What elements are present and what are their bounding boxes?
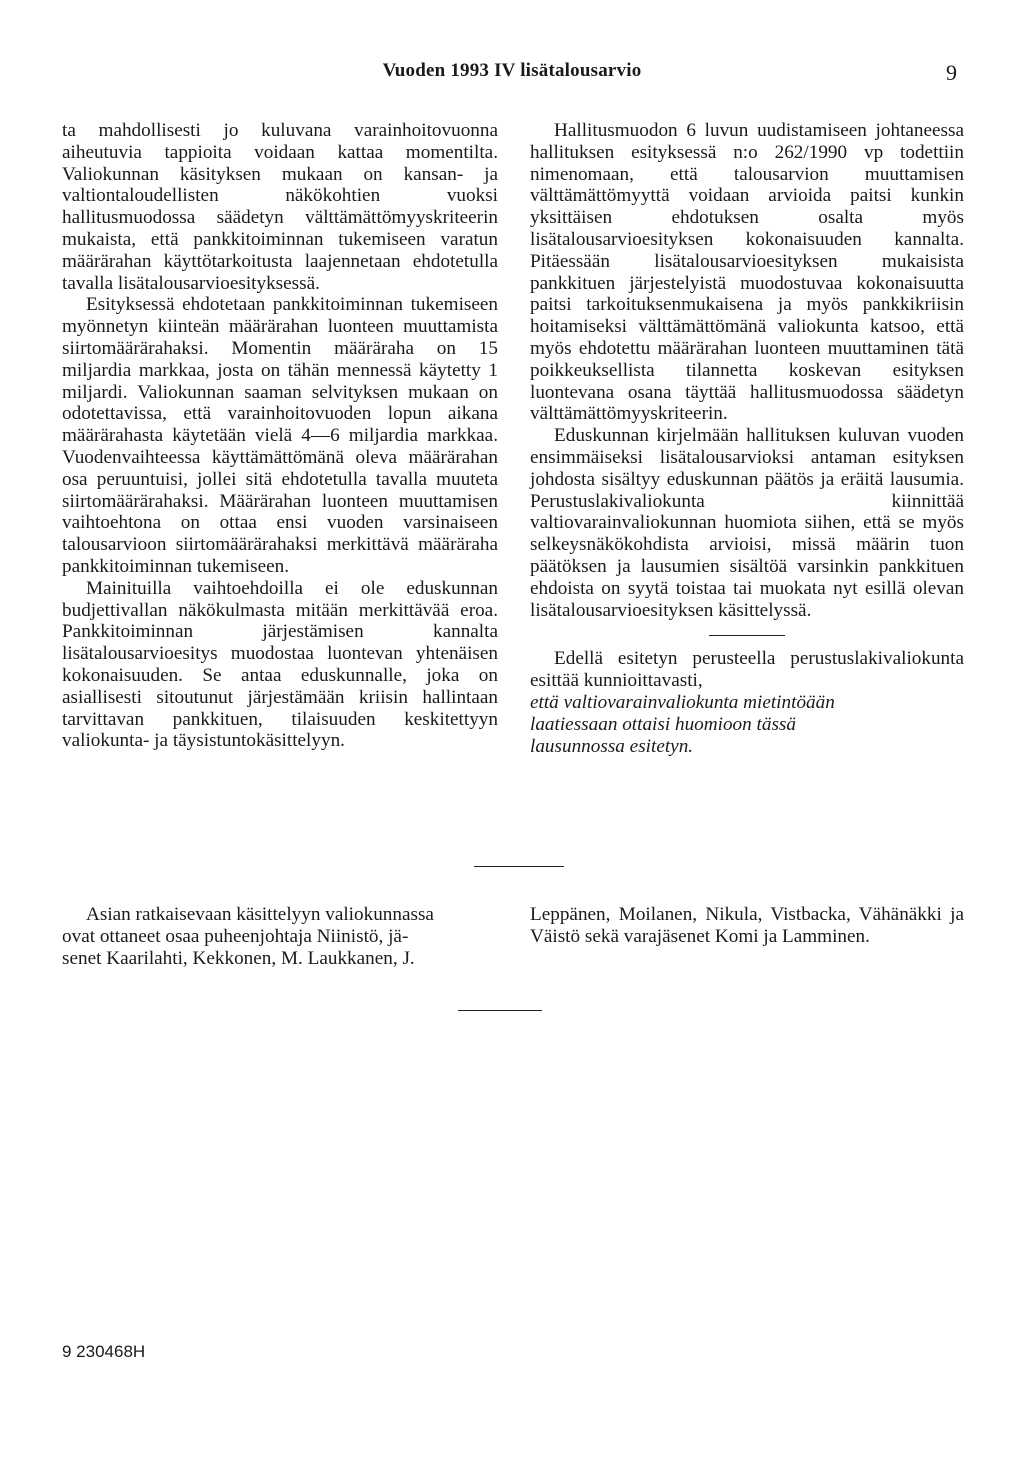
participants-line-2: ovat ottaneet osaa puheenjohtaja Niinistö, jä- xyxy=(62,925,409,947)
right-column xyxy=(530,120,964,757)
footer-print-code: 9 230468H xyxy=(62,1342,146,1361)
right-paragraph-2: Eduskunnan kirjelmään hallituksen kuluvan vuoden ensimmäiseksi lisätalousarvioksi antaman esityksen johdosta sisältyy eduskunnan päätös ja eräitä lausumia. Perustuslakivaliokunta kiinnittää valtiovarainvaliokunnan huomiota siihen, että se myös selkeysnäkökohdista arvioisi, missä määrin tuon päätöksen ja lausumien sisältöä varsinkin pankkituen ehdoista on syytä toistaa tai muokata nyt esillä olevan lisätalousarvioesityksen käsittelyssä. xyxy=(530,425,964,621)
left-column xyxy=(62,120,498,752)
left-paragraph-3: Mainituilla vaihtoehdoilla ei ole eduskunnan budjettivallan näkökulmasta mitään merkittävää eroa. Pankkitoiminnan järjestämisen kannalta lisätalousarvioesitys muodostaa luontevan yhtenäisen kokonaisuuden. Se antaa eduskunnalle, joka on asiallisesti sitoutunut järjestämään kriisin hallintaan tarvittavan pankkituen, tilaisuuden keskitettyyn valiokunta- ja täysistuntokäsittelyyn. xyxy=(62,577,498,752)
participants-line-1: Asian ratkaisevaan käsittelyyn valiokunnassa xyxy=(86,904,434,925)
proposal-paragraph: että valtiovarainvaliokunta mietintöään laatiessaan ottaisi huomioon tässä lausunnossa esitetyn. xyxy=(530,691,835,757)
participants-left xyxy=(62,904,498,969)
conclusion-paragraph: Edellä esitetyn perusteella perustuslakivaliokunta esittää kunnioittavasti, xyxy=(530,648,964,692)
participants-right: Leppänen, Moilanen, Nikula, Vistbacka, Vähänäkki ja Väistö sekä varajäsenet Komi ja Lamminen. xyxy=(530,904,964,947)
left-paragraph-1: ta mahdollisesti jo kuluvana varainhoitovuonna aiheutuvia tappioita voidaan kattaa momentilta. Valiokunnan käsityksen mukaan on kansan- ja valtiontaloudellisten näkökohtien vuoksi hallitusmuodossa säädetyn välttämättömyyskriteerin mukaista, että pankkitoiminnan tukemiseen varatun määrärahan käyttötarkoitusta laajennetaan ehdotetulla tavalla lisätalousarvioesityksessä. xyxy=(62,120,498,294)
section-divider xyxy=(709,635,785,636)
left-paragraph-2: Esityksessä ehdotetaan pankkitoiminnan tukemiseen myönnetyn kiinteän määrärahan luonteen muuttamista siirtomäärärahaksi. Momentin määräraha on 15 miljardia markkaa, josta on tähän mennessä käytetty 1 miljardi. Valiokunnan saaman selvityksen mukaan on odotettavissa, että varainhoitovuoden lopun aikana määrärahasta käytetään vielä 4—6 miljardia markkaa. Vuodenvaihteessa käyttämättömänä oleva määrärahan osa peruuntuisi, jollei sitä ehdotetulla tavalla muuteta siirtomäärärahaksi. Määrärahan luonteen muuttamisen vaihtoehtona on ottaa ensi vuoden varsinaiseen talousarvioon siirtomäärärahaksi merkittävä määräraha pankkitoiminnan tukemiseen. xyxy=(62,294,498,577)
participants-line-3: senet Kaarilahti, Kekkonen, M. Laukkanen, J. xyxy=(62,947,415,969)
bottom-divider xyxy=(458,1010,542,1011)
page-header-title: Vuoden 1993 IV lisätalousarvio xyxy=(382,60,642,81)
middle-divider xyxy=(474,866,564,867)
right-paragraph-1: Hallitusmuodon 6 luvun uudistamiseen johtaneessa hallituksen esityksessä n:o 262/1990 vp todettiin nimenomaan, että talousarvion muuttamisen välttämättömyyttä voidaan arvioida paitsi kunkin yksittäisen ehdotuksen osalta myös lisätalousarvioesityksen kokonaisuuden kannalta. Pitäessään lisätalousarvioesityksen mukaisista pankkituen järjestelyistä muodostuvaa kokonaisuutta paitsi tarkoituksenmukaisena ja myös pankkikriisin hoitamiseksi välttämättömänä valiokunta katsoo, että myös ehdotettu määrärahan luonteen muuttaminen tätä poikkeuksellista tilannetta koskevan esityksen luontevana osana täyttää hallitusmuodossa säädetyn välttämättömyyskriteerin. xyxy=(530,120,964,425)
page-number: 9 xyxy=(946,60,957,85)
